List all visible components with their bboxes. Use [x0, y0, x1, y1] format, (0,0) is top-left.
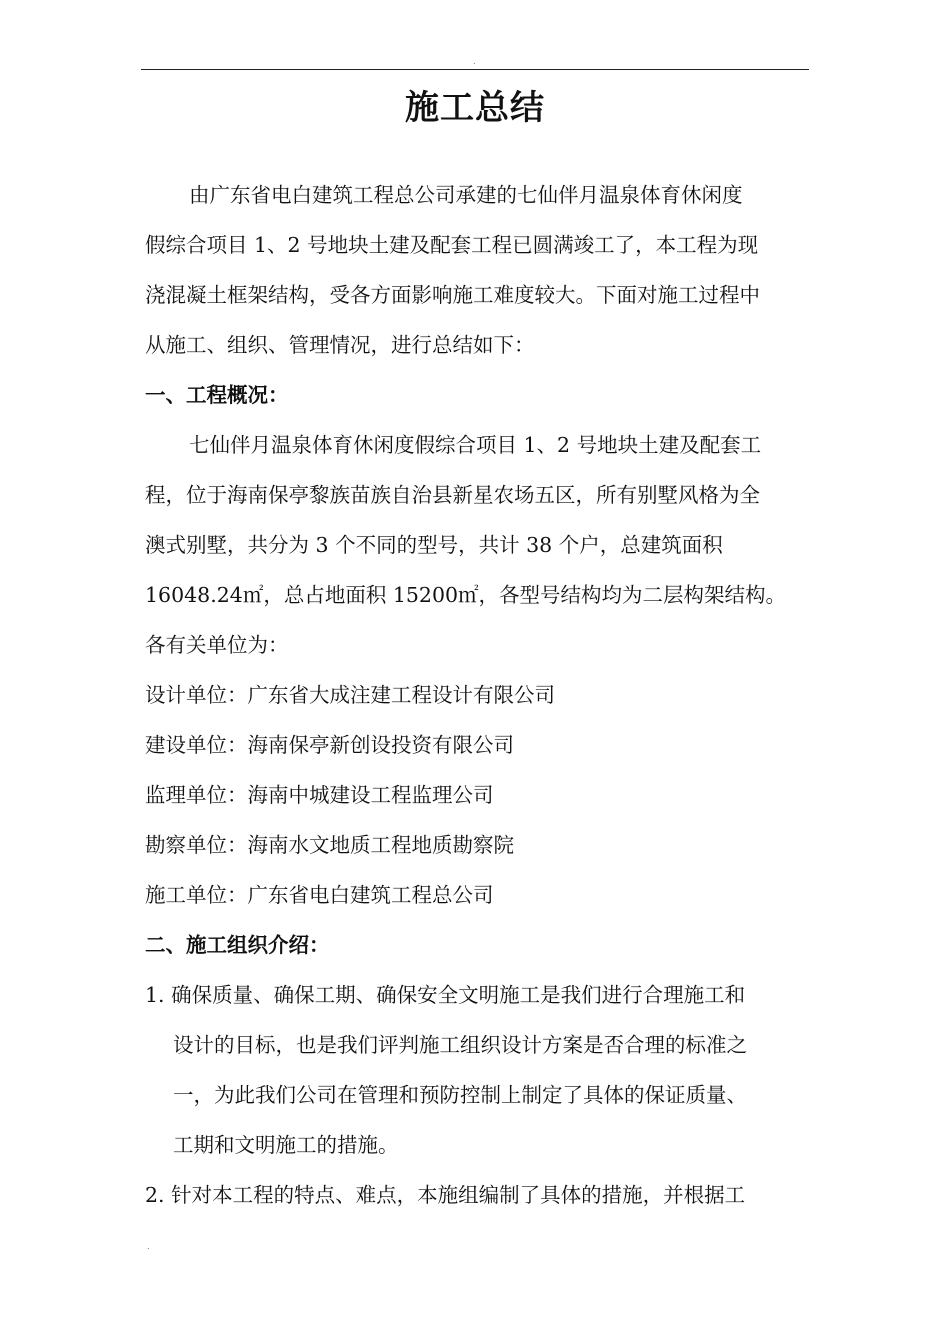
supervision-unit: 监理单位：海南中城建设工程监理公司: [145, 783, 494, 807]
overview-line: 七仙伴月温泉体育休闲度假综合项目 1、2 号地块土建及配套工: [189, 433, 762, 457]
intro-line: 由广东省电白建筑工程总公司承建的七仙伴月温泉体育休闲度: [189, 183, 743, 207]
owner-unit: 建设单位：海南保亭新创设投资有限公司: [145, 733, 514, 757]
document-body: [145, 170, 813, 1220]
header-rule: [141, 69, 809, 70]
list-item-1-line: 工期和文明施工的措施。: [173, 1133, 399, 1157]
overview-line: 16048.24㎡，总占地面积 15200㎡，各型号结构均为二层构架结构。: [145, 583, 787, 607]
intro-line: 从施工、组织、管理情况，进行总结如下：: [145, 333, 535, 357]
design-unit: 设计单位：广东省大成注建工程设计有限公司: [145, 683, 555, 707]
section1-heading: 一、工程概况：: [145, 383, 289, 407]
list-item-1-line: 一，为此我们公司在管理和预防控制上制定了具体的保证质量、: [173, 1083, 747, 1107]
overview-line: 程，位于海南保亭黎族苗族自治县新星农场五区，所有别墅风格为全: [145, 483, 760, 507]
construction-unit: 施工单位：广东省电白建筑工程总公司: [145, 883, 494, 907]
list-item-2-line: 2. 针对本工程的特点、难点，本施组编制了具体的措施，并根据工: [145, 1183, 746, 1207]
intro-line: 浇混凝土框架结构，受各方面影响施工难度较大。下面对施工过程中: [145, 283, 760, 307]
page-title: 施工总结: [405, 88, 545, 128]
overview-line: 各有关单位为：: [145, 633, 289, 657]
list-item-1-line: 设计的目标，也是我们评判施工组织设计方案是否合理的标准之: [173, 1033, 747, 1057]
footer-mark: .: [147, 1242, 150, 1251]
intro-line: 假综合项目 1、2 号地块土建及配套工程已圆满竣工了，本工程为现: [145, 233, 759, 257]
section2-heading: 二、施工组织介绍：: [145, 933, 330, 957]
list-item-1-line: 1. 确保质量、确保工期、确保安全文明施工是我们进行合理施工和: [145, 983, 746, 1007]
survey-unit: 勘察单位：海南水文地质工程地质勘察院: [145, 833, 514, 857]
header-mark: .: [473, 57, 476, 66]
overview-line: 澳式别墅，共分为 3 个不同的型号，共计 38 个户，总建筑面积: [145, 533, 723, 557]
